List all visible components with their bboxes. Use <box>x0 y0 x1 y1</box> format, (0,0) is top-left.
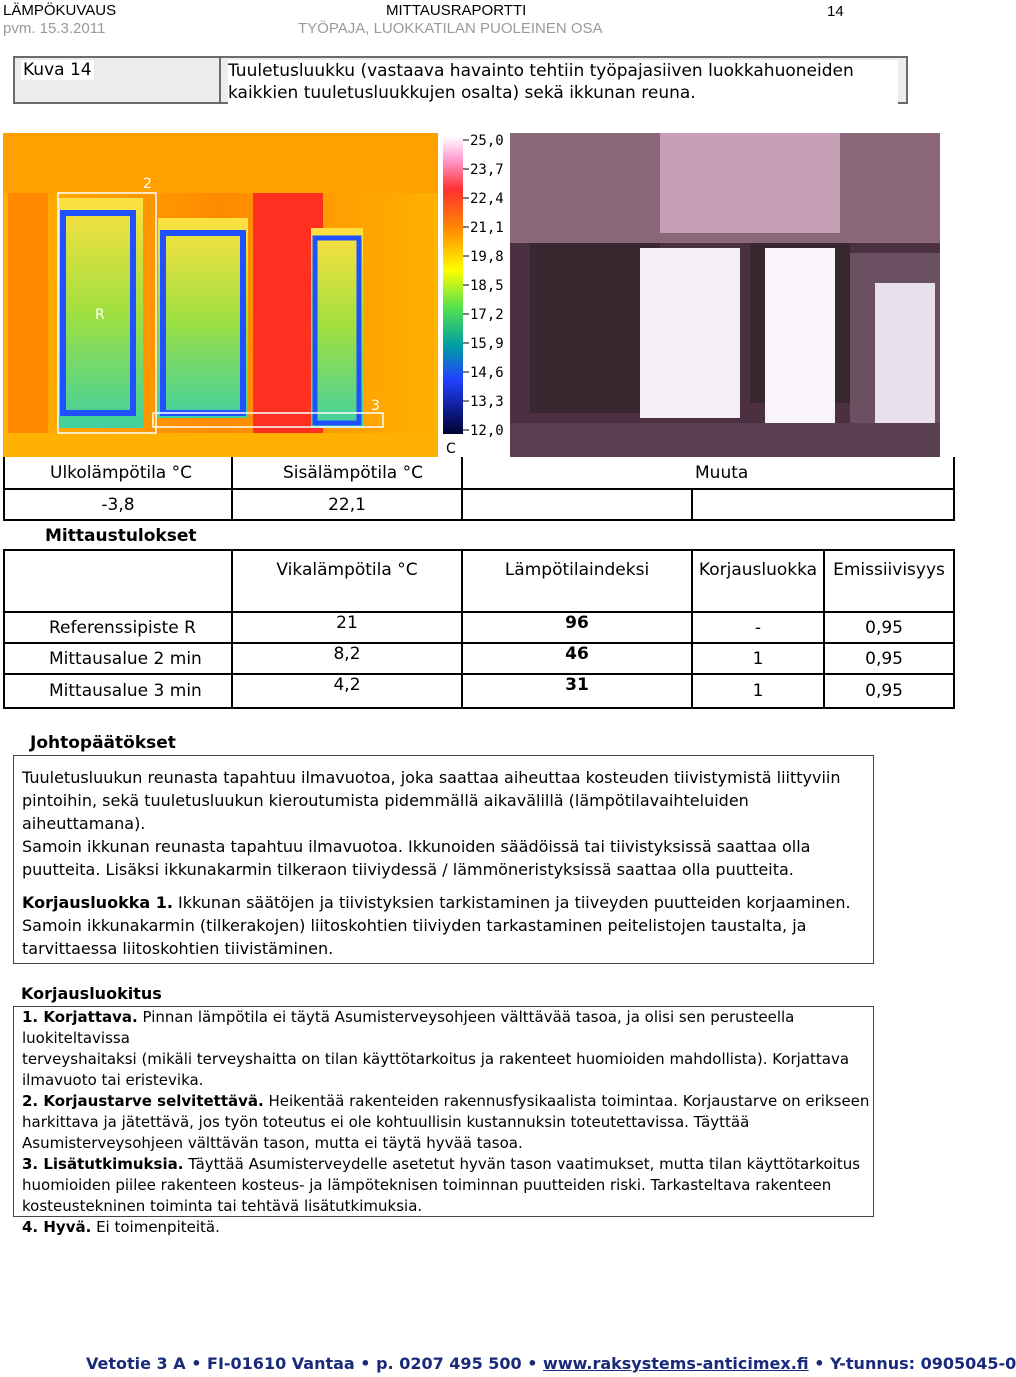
col-temp-index: Lämpötilaindeksi <box>461 549 693 613</box>
footer-phone: p. 0207 495 500 <box>376 1354 522 1373</box>
row-emis-0: 0,95 <box>823 611 955 644</box>
footer-postal: FI-01610 Vantaa <box>207 1354 355 1373</box>
col-defect-temp: Vikalämpötila °C <box>231 549 463 613</box>
conclusion-line: Tuuletusluukun reunasta tapahtuu ilmavuotoa, joka saattaa aiheuttaa kosteuden tiivistymistä liittyviin <box>22 768 841 787</box>
row-class-1: 1 <box>691 642 825 675</box>
row-emis-1: 0,95 <box>823 642 955 675</box>
class-item-4: 4. Hyvä. Ei toimenpiteitä. <box>22 1218 220 1236</box>
class-item-3: 3. Lisätutkimuksia. Täyttää Asumisterveydelle asetetut hyvän tason vaatimukset, mutta tilan käyttötarkoitus <box>22 1155 861 1173</box>
scale-unit: C <box>446 441 456 457</box>
classification-box: 1. Korjattava. Pinnan lämpötila ei täytä Asumisterveysohjeen välttävää tasoa, ja olisi sen perusteella luokiteltavissa terveyshaitaksi (mikäli terveyshaitta on tilan käyttötarkoitus ja rakenteet huomioiden mahdollista). Korjattava ilmavuoto tai eristevika. 2. Korjaustarve selvitettävä. Heikentää rakenteiden rakennusfysikaalista toimintaa. Korjaustarve on erikseen harkittava ja jätettävä, jos työn toteutus ei ole kohtuullisin kustannuksin toteutettavissa. Täyttää Asumisterveysohjeen välttävän tason, mutta ei täytä hyvää tasoa. 3. Lisätutkimuksia. Täyttää Asumisterveydelle asetetut hyvän tason vaatimukset, mutta tilan käyttötarkoitus huomioiden piilee rakenteen kosteus- ja lämpöteknisen toiminnan puutteiden riski. Tarkasteltava rakenteen kosteustekninen toiminta tai tehtävä lisätutkimuksia. 4. Hyvä. Ei toimenpiteitä. <box>13 1006 874 1217</box>
report-subtitle: TYÖPAJA, LUOKKATILAN PUOLEINEN OSA <box>298 20 603 37</box>
row-index-1: 46 <box>461 642 693 675</box>
marker-r: R <box>95 307 105 323</box>
repair-line: Korjausluokka 1. Ikkunan säätöjen ja tiivistyksien tarkistaminen ja tiiveyden puutteiden korjaaminen. <box>22 893 851 912</box>
row-class-0: - <box>691 611 825 644</box>
row-emis-2: 0,95 <box>823 673 955 709</box>
marker-3: 3 <box>371 398 380 414</box>
scale-label: 13,3 <box>470 394 504 410</box>
other-value-2 <box>691 488 955 521</box>
indoor-temp-value: 22,1 <box>231 488 463 521</box>
conclusion-line: Samoin ikkunan reunasta tapahtuu ilmavuotoa. Ikkunoiden säädöissä tai tiivistyksissä saattaa olla <box>22 837 811 856</box>
conclusion-line: puutteita. Lisäksi ikkunakarmin tilkeraon tiiviydessä / lämmöneristyksissä saattaa olla puutteita. <box>22 860 794 879</box>
conditions-table <box>3 457 955 521</box>
scale-label: 22,4 <box>470 191 504 207</box>
outdoor-temp-value: -3,8 <box>3 488 233 521</box>
footer-business-id: Y-tunnus: 0905045-0 <box>830 1354 1016 1373</box>
report-title: MITTAUSRAPORTTI <box>386 2 527 19</box>
conclusions-title: Johtopäätökset <box>30 733 176 753</box>
class-item-1: 1. Korjattava. Pinnan lämpötila ei täytä Asumisterveysohjeen välttävää tasoa, ja olisi sen perusteella luokiteltavissa <box>22 1008 795 1047</box>
report-type: LÄMPÖKUVAUS <box>3 2 117 19</box>
row-name-0: Referenssipiste R <box>3 611 233 644</box>
figure-label: Kuva 14 <box>23 60 92 80</box>
scale-label: 19,8 <box>470 249 504 265</box>
results-title: Mittaustulokset <box>45 526 197 546</box>
classification-title: Korjausluokitus <box>21 984 162 1003</box>
row-temp-2: 4,2 <box>231 673 463 709</box>
footer: Vetotie 3 A • FI-01610 Vantaa • p. 0207 495 500 • www.raksystems-anticimex.fi • Y-tunnus: 0905045-0 <box>86 1354 1016 1373</box>
row-temp-1: 8,2 <box>231 642 463 675</box>
row-index-0: 96 <box>461 611 693 644</box>
conclusion-line: pintoihin, sekä tuuletusluukun kieroutumista pidemmällä aikavälillä (lämpötilavaihteluiden aiheuttamana). <box>22 791 749 833</box>
repair-class-label: Korjausluokka 1. <box>22 893 173 912</box>
row-name-1: Mittausalue 2 min <box>3 642 233 675</box>
figure-caption <box>13 56 908 104</box>
other-label: Muuta <box>461 457 955 490</box>
scale-label: 25,0 <box>470 133 504 149</box>
scale-label: 23,7 <box>470 162 504 178</box>
thermal-image <box>3 133 508 457</box>
visual-photo <box>510 133 940 457</box>
outdoor-temp-label: Ulkolämpötila °C <box>3 457 233 490</box>
footer-website-link[interactable]: www.raksystems-anticimex.fi <box>543 1354 809 1373</box>
scale-label: 12,0 <box>470 423 504 439</box>
indoor-temp-label: Sisälämpötila °C <box>231 457 463 490</box>
row-temp-0: 21 <box>231 611 463 644</box>
scale-label: 18,5 <box>470 278 504 294</box>
results-header-empty <box>3 549 233 613</box>
col-emissivity: Emissiivisyys <box>823 549 955 613</box>
row-class-2: 1 <box>691 673 825 709</box>
results-table <box>3 549 955 709</box>
scale-label: 21,1 <box>470 220 504 236</box>
row-index-2: 31 <box>461 673 693 709</box>
scale-label: 17,2 <box>470 307 504 323</box>
report-date: pvm. 15.3.2011 <box>3 20 106 37</box>
page-number: 14 <box>827 3 844 20</box>
scale-label: 14,6 <box>470 365 504 381</box>
footer-address: Vetotie 3 A <box>86 1354 186 1373</box>
figure-description: Tuuletusluukku (vastaava havainto tehtiin työpajasiiven luokkahuoneiden kaikkien tuuletusluukkujen osalta) sekä ikkunan reuna. <box>228 60 898 104</box>
other-value-1 <box>461 488 693 521</box>
repair-line: Samoin ikkunakarmin (tilkerakojen) liitoskohtien tiiviyden tarkastaminen peitelistojen taustalta, ja <box>22 916 807 935</box>
scale-label: 15,9 <box>470 336 504 352</box>
conclusions-box <box>13 755 874 964</box>
marker-2: 2 <box>143 176 152 192</box>
class-item-2: 2. Korjaustarve selvitettävä. Heikentää rakenteiden rakennusfysikaalista toimintaa. Korjaustarve on erikseen <box>22 1092 870 1110</box>
row-name-2: Mittausalue 3 min <box>3 673 233 709</box>
repair-line: tarvittaessa liitoskohtien tiivistäminen. <box>22 939 334 958</box>
col-repair-class: Korjausluokka <box>691 549 825 613</box>
